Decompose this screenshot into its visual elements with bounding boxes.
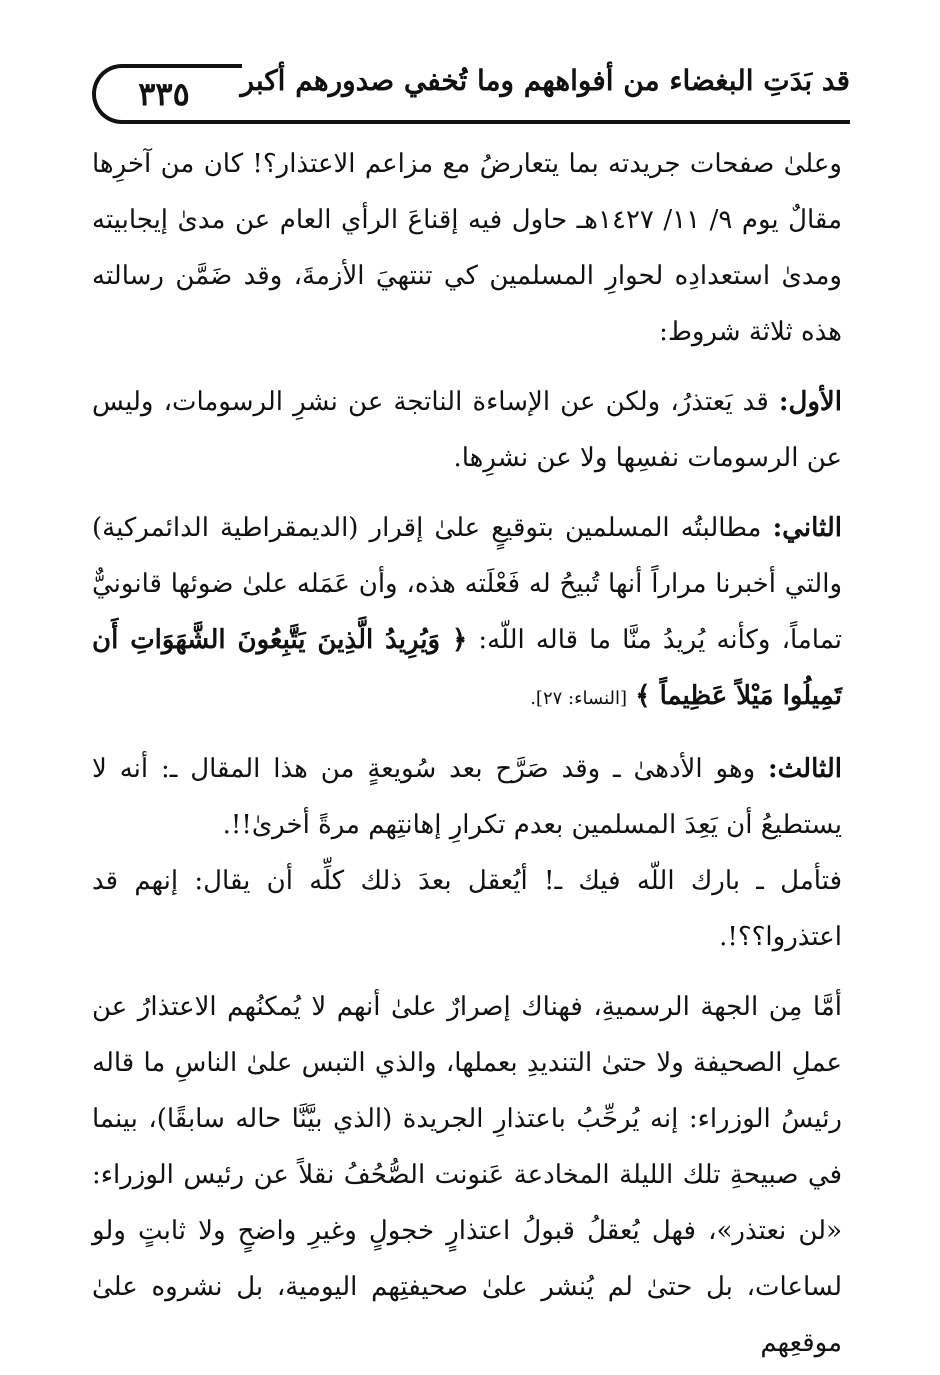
paragraph [92,853,842,965]
paragraph-text: فتأمل ـ بارك اللّه فيك ـ! أيُعقل بعدَ ذلك كلِّه أن يقال: إنهم قد اعتذروا؟؟!. [92,866,842,952]
header-rule [240,120,850,124]
paragraph [92,136,842,360]
quran-verse: ﴿ وَيُرِيدُ الَّذِينَ يَتَّبِعُونَ الشَّهَوَاتِ أَن تَمِيلُوا مَيْلاً عَظِيماً ﴾ [92,625,842,711]
paragraph [92,741,842,853]
verse-reference: [النساء: ٢٧]. [530,688,628,709]
page-number-badge [92,64,242,124]
page-number: ٣٣٥ [138,75,190,113]
paragraph [92,979,842,1371]
running-title: قد بَدَتِ البغضاء من أفواههم وما تُخفي صدورهم أكبر [240,64,850,97]
paragraph-text: أمَّا مِن الجهة الرسميةِ، فهناك إصرارٌ علىٰ أنهم لا يُمكنُهم الاعتذارُ عن عملِ الصحيفة ولا حتىٰ التنديدِ بعملها، والذي التبس علىٰ الناسِ ما قاله رئيسُ الوزراء: إنه يُرحِّبُ باعتذارِ الجريدة (الذي بيَّنَّا حاله سابقًا)، بينما في صبيحةِ تلك الليلة المخادعة عَنونت الصُّحُفُ نقلاً عن رئيس الوزراء: «لن نعتذر»، فهل يُعقلُ قبولُ اعتذارٍ خجولٍ وغيرِ واضحٍ ولا ثابتٍ ولو لساعات، بل حتىٰ لم يُنشر علىٰ صحيفتِهم اليومية، بل نشروه علىٰ موقعِهم [92,992,842,1358]
paragraph-lead: الثالث: [768,754,843,784]
paragraph [92,374,842,486]
body-text [92,136,842,1371]
paragraph-lead: الأول: [778,387,842,417]
paragraph-text: مطالبتُه المسلمين بتوقيعٍ علىٰ إقرار (الديمقراطية الدائمركية) والتي أخبرنا مراراً أنها تُبيحُ له فَعْلَته هذه، وأن عَمَله علىٰ ضوئها قانونيٌّ تماماً، وكأنه يُريدُ منَّا ما قاله اللّه: [92,513,842,655]
page-header [92,58,850,130]
paragraph-text: قد يَعتذرُ، ولكن عن الإساءة الناتجة عن نشرِ الرسومات، وليس عن الرسومات نفسِها ولا عن نشرِها. [92,387,842,473]
paragraph [92,500,842,727]
paragraph-lead: الثاني: [772,513,842,543]
paragraph-text: وهو الأدهىٰ ـ وقد صَرَّح بعد سُويعةٍ من هذا المقال ـ: أنه لا يستطيعُ أن يَعِدَ المسلمين بعدم تكرارِ إهانتِهم مرةً أخرىٰ!!. [92,754,842,840]
paragraph-text: وعلىٰ صفحات جريدته بما يتعارضُ مع مزاعم الاعتذار؟! كان من آخرِها مقالٌ يوم ٩/ ١١/ ١٤٢٧هـ حاول فيه إقناعَ الرأي العام عن مدىٰ إيجابيته ومدىٰ استعدادِه لحوارِ المسلمين كي تنتهيَ الأزمةَ، وقد ضَمَّن رسالته هذه ثلاثة شروط: [92,149,843,347]
